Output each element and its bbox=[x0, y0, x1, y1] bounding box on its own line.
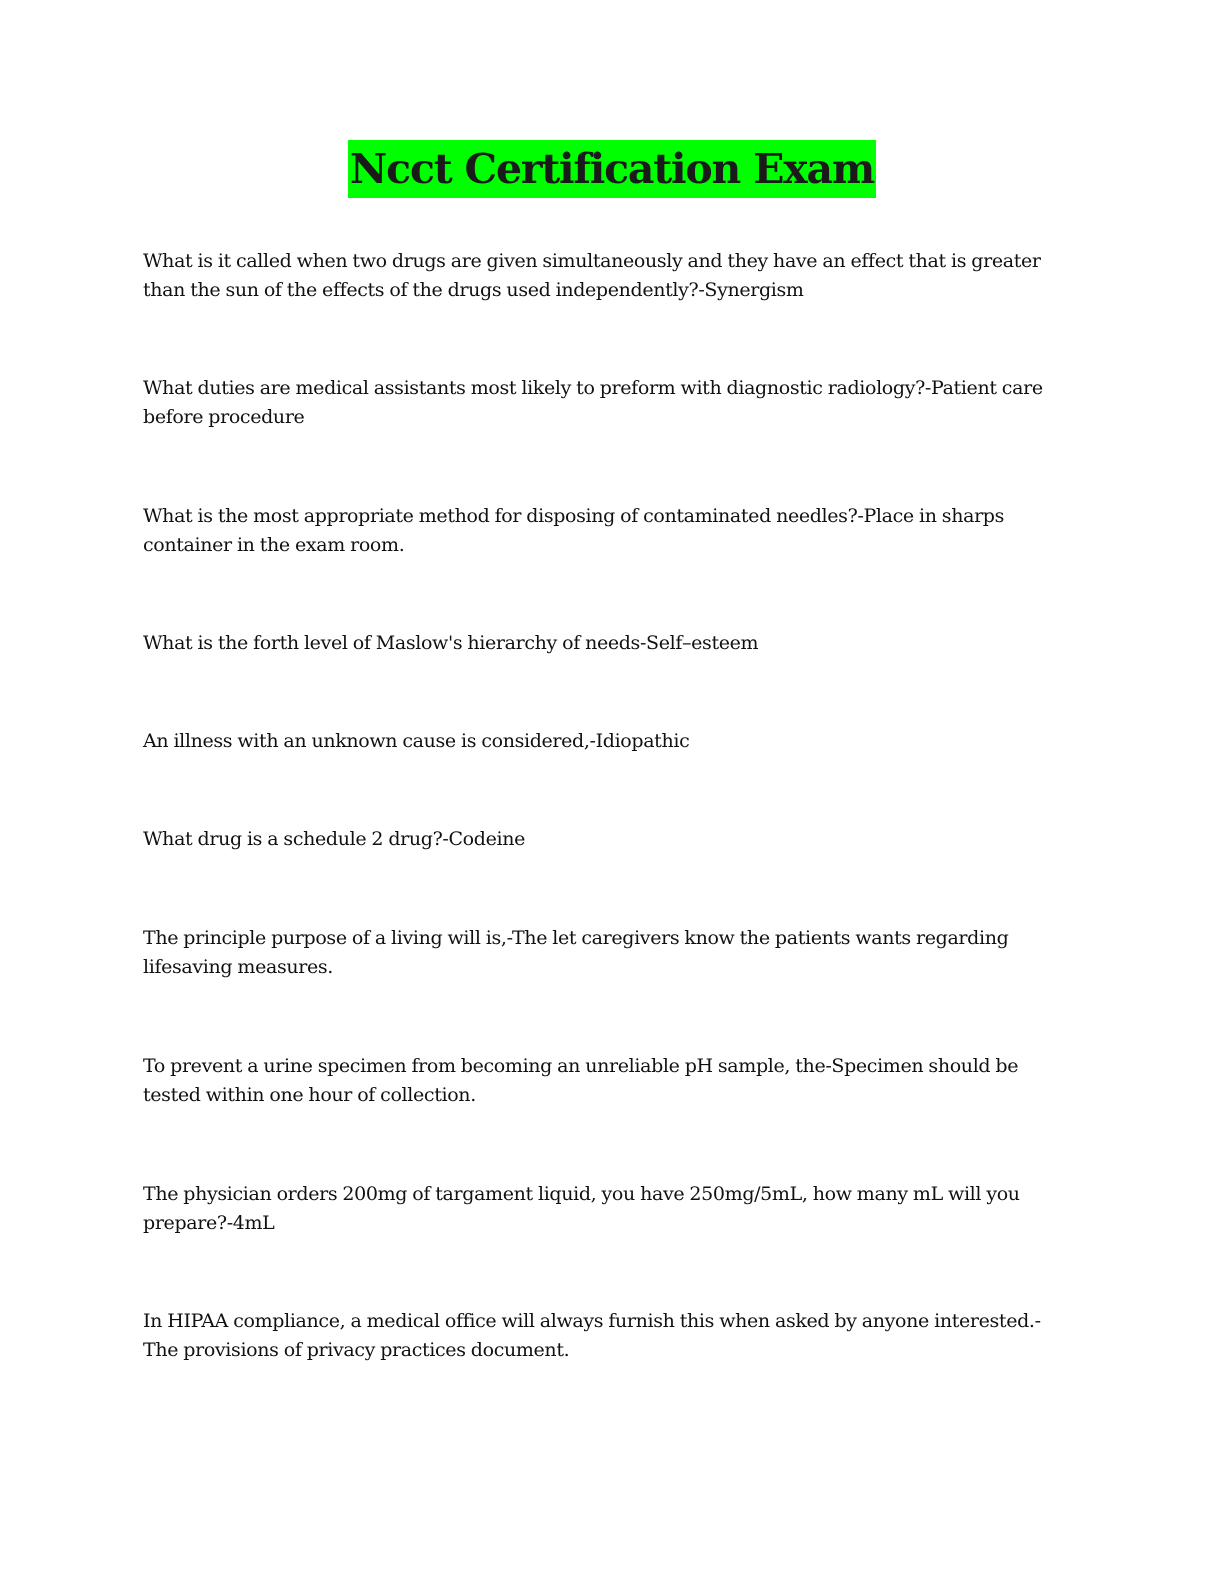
qa-item: What drug is a schedule 2 drug?-Codeine bbox=[143, 828, 525, 850]
document-title: Ncct Certification Exam bbox=[348, 140, 876, 198]
qa-item: The principle purpose of a living will is,-The let caregivers know the patients wants regarding lifesaving measures. bbox=[143, 927, 1009, 978]
title-container bbox=[0, 140, 1224, 198]
qa-item: What is the forth level of Maslow's hierarchy of needs-Self–esteem bbox=[143, 632, 759, 654]
qa-item: An illness with an unknown cause is considered,-Idiopathic bbox=[143, 730, 690, 752]
qa-item: What duties are medical assistants most likely to preform with diagnostic radiology?-Patient care before procedure bbox=[143, 377, 1043, 428]
qa-item: In HIPAA compliance, a medical office will always furnish this when asked by anyone interested.-The provisions of privacy practices document. bbox=[143, 1310, 1041, 1361]
qa-item: To prevent a urine specimen from becoming an unreliable pH sample, the-Specimen should be tested within one hour of collection. bbox=[143, 1055, 1019, 1106]
qa-item: What is the most appropriate method for disposing of contaminated needles?-Place in sharps container in the exam room. bbox=[143, 505, 1005, 556]
qa-item: The physician orders 200mg of targament liquid, you have 250mg/5mL, how many mL will you prepare?-4mL bbox=[143, 1183, 1020, 1234]
qa-item: What is it called when two drugs are given simultaneously and they have an effect that is greater than the sun of the effects of the drugs used independently?-Synergism bbox=[143, 250, 1041, 301]
